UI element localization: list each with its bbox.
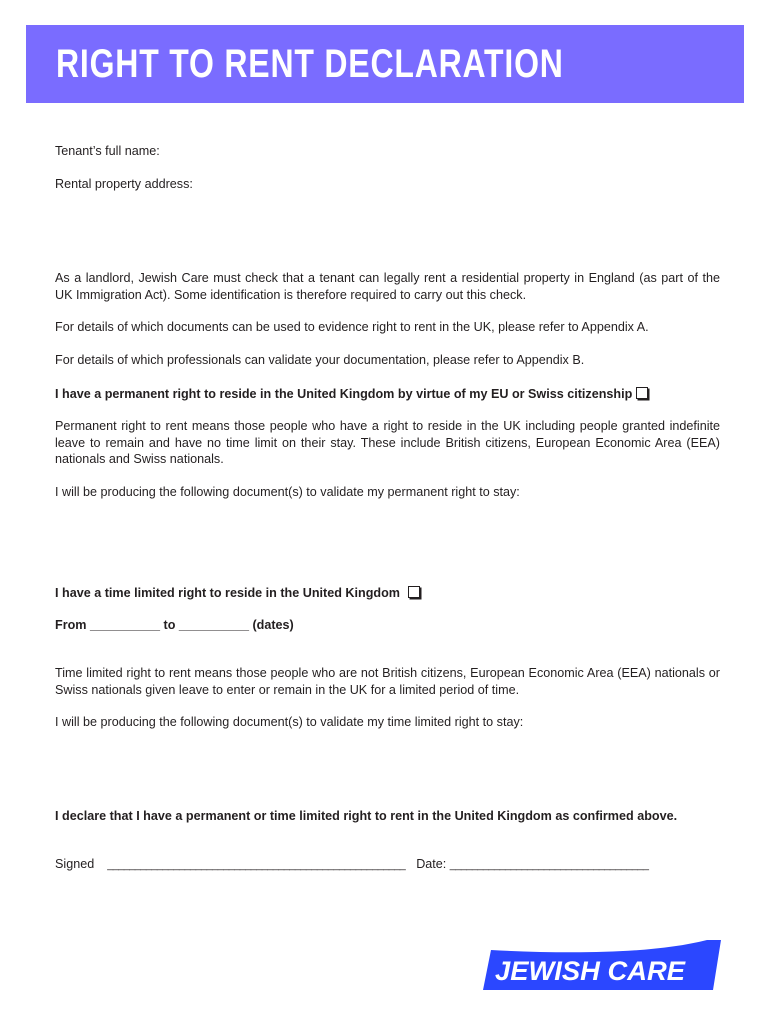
appendix-a-paragraph: For details of which documents can be used to evidence right to rent in the UK, please refer to Appendix A. bbox=[55, 320, 649, 334]
permanent-right-checkbox[interactable] bbox=[636, 387, 648, 399]
signature-line[interactable]: ______________________________________________________ bbox=[107, 859, 406, 871]
property-address-label: Rental property address: bbox=[55, 177, 193, 191]
dates-line: From __________ to __________ (dates) bbox=[55, 618, 294, 632]
date-label: Date: bbox=[416, 857, 447, 871]
signature-row bbox=[55, 856, 720, 874]
title-banner bbox=[26, 25, 744, 103]
page-title: RIGHT TO RENT DECLARATION bbox=[56, 42, 564, 86]
time-limited-checkbox[interactable] bbox=[408, 586, 420, 598]
appendix-b-paragraph: For details of which professionals can validate your documentation, please refer to Appendix B. bbox=[55, 353, 585, 367]
permanent-right-label: I have a permanent right to reside in the United Kingdom by virtue of my EU or Swiss citizenship bbox=[55, 387, 633, 401]
jewish-care-logo bbox=[477, 940, 721, 996]
tenant-name-label: Tenant’s full name: bbox=[55, 144, 160, 158]
permanent-right-heading bbox=[55, 386, 720, 403]
time-limited-heading bbox=[55, 585, 720, 602]
declaration-statement: I declare that I have a permanent or time limited right to rent in the United Kingdom as confirmed above. bbox=[55, 809, 678, 823]
landlord-check-paragraph: As a landlord, Jewish Care must check that a tenant can legally rent a residential property in England (as part of the UK Immigration Act). Some identification is therefore required to carry out this check. bbox=[55, 271, 720, 302]
signed-label: Signed bbox=[55, 857, 95, 871]
date-line[interactable]: ____________________________________ bbox=[449, 859, 649, 871]
permanent-right-description: Permanent right to rent means those people who have a right to reside in the UK including people granted indefinite leave to remain and have no time limit on their stay. These include British citizens, European Economic Area (EEA) nationals and Swiss nationals. bbox=[55, 419, 720, 466]
permanent-documents-prompt: I will be producing the following document(s) to validate my permanent right to stay: bbox=[55, 485, 520, 499]
logo-text: JEWISH CARE bbox=[495, 956, 686, 986]
time-limited-label: I have a time limited right to reside in the United Kingdom bbox=[55, 586, 400, 600]
time-limited-documents-prompt: I will be producing the following document(s) to validate my time limited right to stay: bbox=[55, 715, 524, 729]
time-limited-description: Time limited right to rent means those people who are not British citizens, European Economic Area (EEA) nationals or Swiss nationals given leave to enter or remain in the UK for a limited period of time. bbox=[55, 666, 720, 697]
